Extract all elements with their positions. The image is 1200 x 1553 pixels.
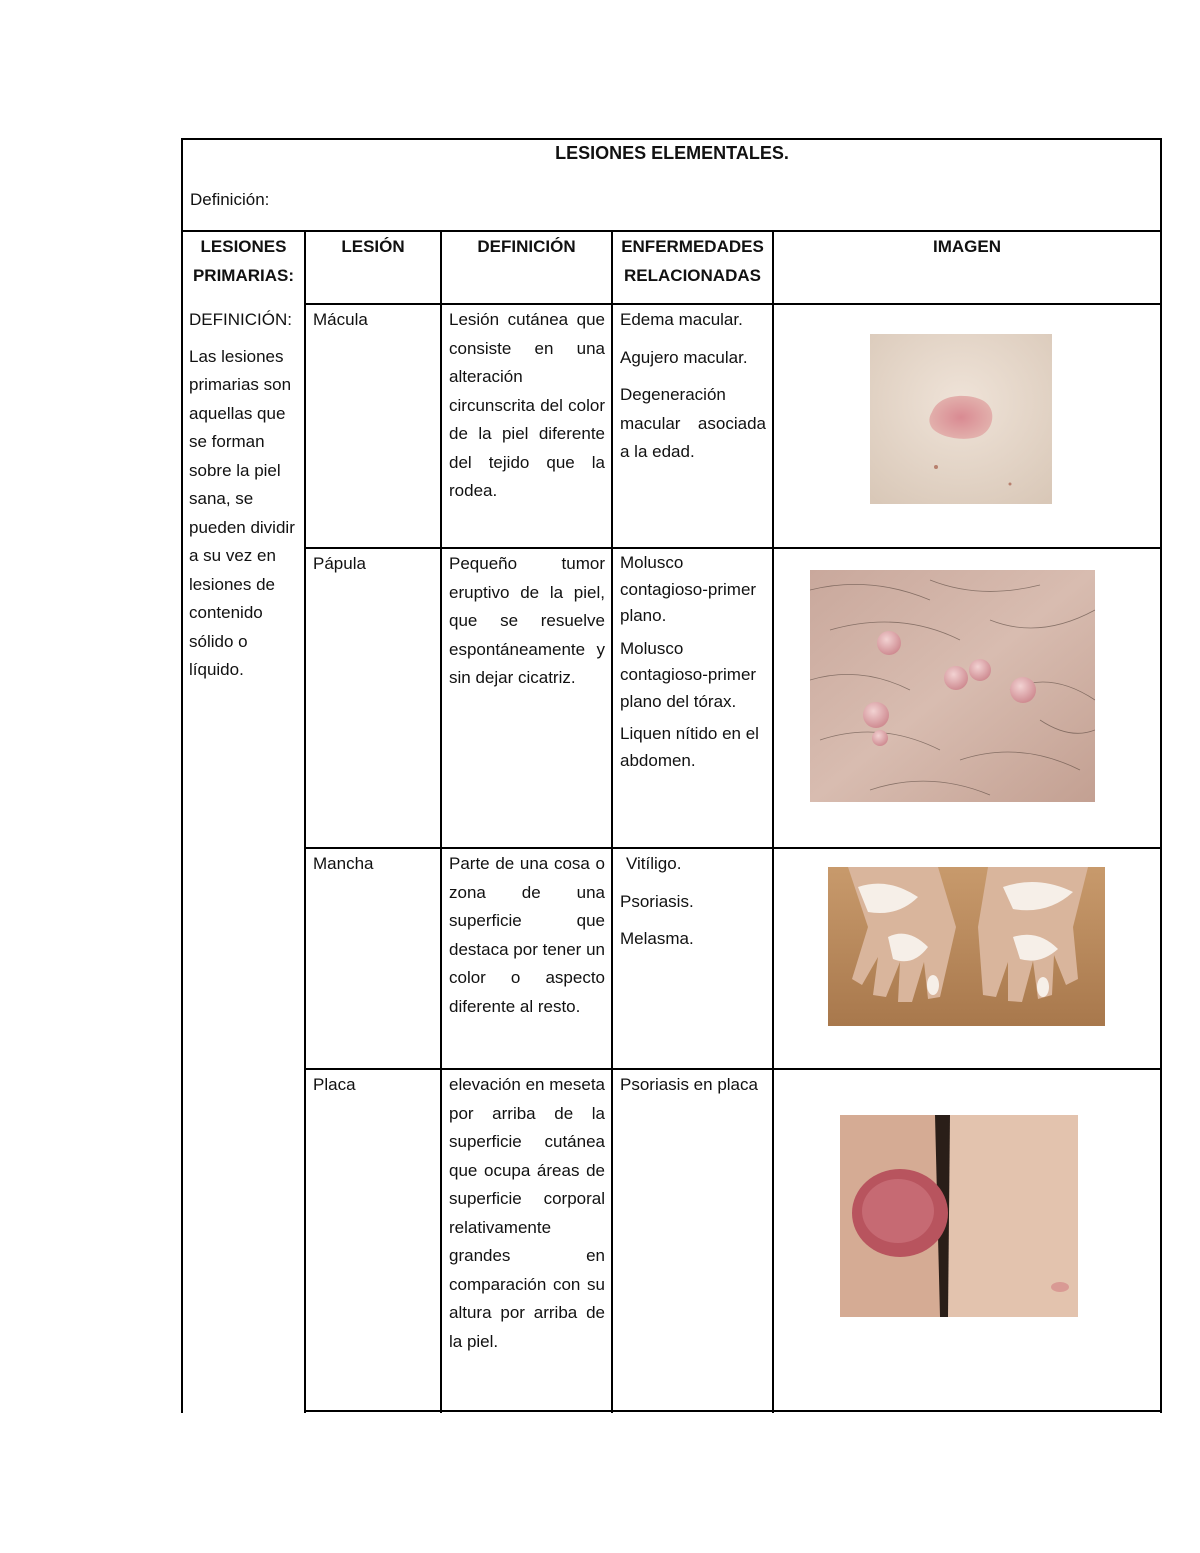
column-divider-4 bbox=[772, 230, 774, 1413]
disease-item: Agujero macular. bbox=[620, 347, 748, 367]
header-definition: DEFINICIÓN bbox=[477, 237, 576, 256]
column-divider-3 bbox=[611, 230, 613, 1413]
lesion-name-mancha: Mancha bbox=[313, 854, 374, 873]
row-divider-2 bbox=[304, 847, 1162, 849]
vitiligo-hands-photo bbox=[828, 867, 1105, 1026]
lesion-name-papula: Pápula bbox=[313, 554, 366, 573]
lesion-definition-macula: Lesión cutánea que consiste en una alteración circunscrita del color de la piel diferente del tejido que la rodea. bbox=[449, 310, 605, 500]
disease-item: Degeneración macular asociada a la edad. bbox=[620, 385, 766, 461]
table-border-right bbox=[1160, 138, 1162, 1413]
lesion-diseases-papula bbox=[620, 550, 766, 780]
papula-skin-photo bbox=[810, 570, 1095, 802]
disease-item: Melasma. bbox=[620, 929, 694, 948]
lesion-name-placa: Placa bbox=[313, 1075, 356, 1094]
disease-item: Psoriasis. bbox=[620, 891, 694, 911]
table-border-left bbox=[181, 138, 183, 1413]
table-border-bottom bbox=[304, 1410, 1162, 1412]
primary-definition-label: DEFINICIÓN: bbox=[189, 310, 292, 329]
lesion-diseases-mancha bbox=[620, 850, 766, 960]
header-divider bbox=[181, 230, 1162, 232]
row-divider-1 bbox=[304, 547, 1162, 549]
row-divider-3 bbox=[304, 1068, 1162, 1070]
definition-label: Definición: bbox=[190, 190, 270, 209]
disease-item: Liquen nítido en el abdomen. bbox=[620, 724, 759, 770]
header-image: IMAGEN bbox=[933, 237, 1001, 256]
row-divider-header bbox=[304, 303, 1162, 305]
lesion-definition-papula: Pequeño tumor eruptivo de la piel, que se resuelve espontáneamente y sin dejar cicatriz. bbox=[449, 554, 605, 687]
primary-definition-cell bbox=[189, 306, 303, 691]
header-diseases: ENFERMEDADES RELACIONADAS bbox=[621, 237, 764, 285]
header-lesion: LESIÓN bbox=[341, 237, 405, 256]
disease-item: Vitíligo. bbox=[626, 854, 682, 873]
disease-item: Edema macular. bbox=[620, 310, 743, 329]
lesion-diseases-macula bbox=[620, 306, 766, 473]
lesion-definition-mancha: Parte de una cosa o zona de una superficie que destaca por tener un color o aspecto diferente al resto. bbox=[449, 854, 605, 1016]
lesion-definition-placa: elevación en meseta por arriba de la superficie cutánea que ocupa áreas de superficie corporal relativamente grandes en comparación con su altura por arriba de la piel. bbox=[449, 1075, 605, 1351]
column-divider-2 bbox=[440, 230, 442, 1413]
document-title: LESIONES ELEMENTALES. bbox=[555, 143, 789, 163]
disease-item: Molusco contagioso-primer plano del tórax. bbox=[620, 638, 757, 711]
primary-definition-text: Las lesiones primarias son aquellas que se forman sobre la piel sana, se pueden dividir a su vez en lesiones de contenido sólido o líquido. bbox=[189, 346, 295, 679]
placa-psoriasis-photo bbox=[840, 1115, 1078, 1317]
table-border-top bbox=[181, 138, 1162, 140]
lesion-name-macula: Mácula bbox=[313, 310, 368, 329]
disease-item: Molusco contagioso-primer plano. bbox=[620, 553, 757, 625]
column-divider-1 bbox=[304, 230, 306, 1413]
header-primary: LESIONES PRIMARIAS: bbox=[192, 237, 295, 285]
macula-skin-photo bbox=[870, 334, 1052, 504]
lesion-diseases-placa: Psoriasis en placa bbox=[620, 1075, 758, 1094]
